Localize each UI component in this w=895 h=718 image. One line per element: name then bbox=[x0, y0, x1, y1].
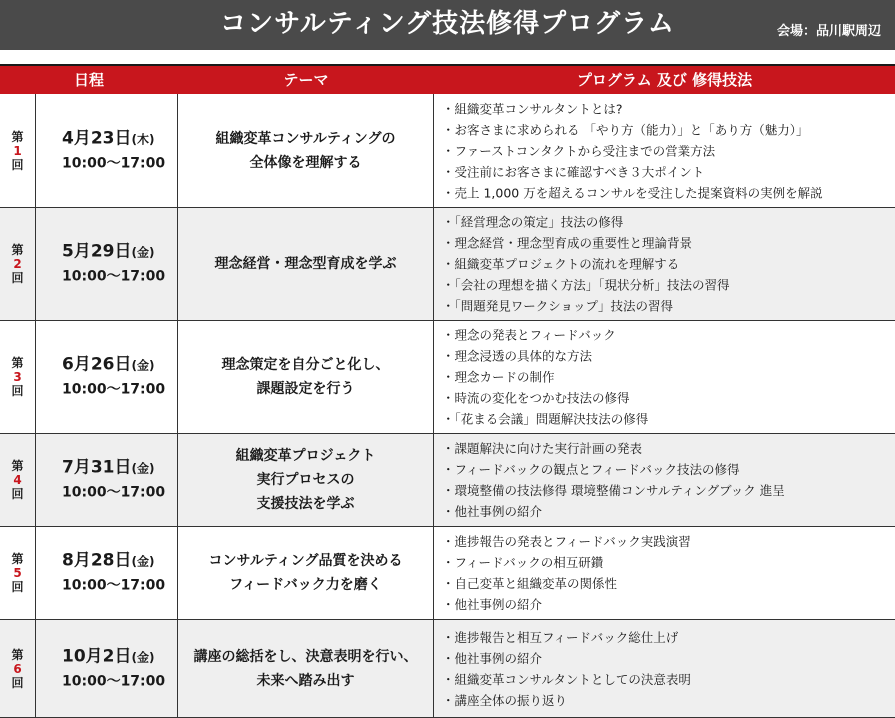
session-number bbox=[0, 459, 35, 501]
session-date-day: 8月28日 bbox=[62, 550, 132, 571]
table-row bbox=[0, 321, 895, 434]
session-number-char: 1 bbox=[13, 143, 22, 158]
session-theme-line: 組織変革コンサルティングの bbox=[215, 130, 396, 147]
session-date bbox=[62, 549, 165, 598]
session-number-char: 第 bbox=[11, 647, 24, 662]
session-date bbox=[62, 456, 165, 505]
program-list bbox=[442, 325, 891, 430]
program-list bbox=[442, 212, 891, 317]
session-theme-line: 講座の総括をし、決意表明を行い、 bbox=[193, 648, 418, 665]
session-number-char: 回 bbox=[11, 384, 24, 398]
session-number bbox=[0, 552, 35, 594]
session-theme bbox=[178, 252, 433, 276]
table-row bbox=[0, 620, 895, 718]
session-theme bbox=[178, 127, 433, 175]
program-list bbox=[442, 98, 891, 203]
session-time: 10:00〜17:00 bbox=[62, 673, 166, 689]
date-cell bbox=[36, 620, 178, 717]
table-row bbox=[0, 527, 895, 620]
session-number-char: 回 bbox=[11, 271, 24, 285]
session-weekday: (木) bbox=[131, 132, 155, 146]
program-list bbox=[442, 438, 891, 522]
session-number-char: 回 bbox=[11, 157, 24, 172]
program-item: ・ファーストコンタクトから受注までの営業方法 bbox=[442, 143, 716, 158]
session-number bbox=[0, 356, 35, 398]
program-cell bbox=[434, 208, 895, 320]
program-item: ・他社事例の紹介 bbox=[442, 650, 543, 666]
date-cell bbox=[36, 321, 178, 433]
session-time: 10:00〜17:00 bbox=[62, 577, 166, 594]
program-item: ・売上 1,000 万を超えるコンサルを受注した提案資料の実例を解説 bbox=[442, 185, 823, 200]
session-weekday: (金) bbox=[131, 245, 155, 260]
program-item: ・「会社の理想を描く方法」「現状分析」技法の習得 bbox=[442, 277, 730, 293]
session-time: 10:00〜17:00 bbox=[62, 381, 166, 398]
session-theme-line: 理念経営・理念型育成を学ぶ bbox=[214, 256, 397, 272]
session-number-char: 5 bbox=[13, 566, 22, 580]
session-number-char: 6 bbox=[13, 661, 22, 676]
session-theme bbox=[178, 353, 433, 401]
session-date-day: 6月26日 bbox=[62, 354, 132, 375]
table-row bbox=[0, 94, 895, 208]
session-number-char: 第 bbox=[11, 243, 24, 257]
theme-cell bbox=[178, 434, 434, 526]
session-time: 10:00〜17:00 bbox=[62, 155, 166, 171]
session-time: 10:00〜17:00 bbox=[62, 484, 166, 501]
session-date-day: 10月2日 bbox=[62, 646, 132, 666]
program-cell bbox=[434, 321, 895, 433]
program-item: ・フィードバックの観点とフィードバック技法の修得 bbox=[442, 462, 740, 477]
program-cell bbox=[434, 434, 895, 526]
theme-cell bbox=[178, 208, 434, 320]
program-item: ・組織変革コンサルタントとは? bbox=[442, 101, 623, 116]
program-item: ・環境整備の技法修得 環境整備コンサルティングブック 進呈 bbox=[442, 483, 785, 498]
program-item: ・フィードバックの相互研鑽 bbox=[442, 555, 604, 570]
theme-cell bbox=[178, 620, 434, 717]
venue-label: 会場：品川駅周辺 bbox=[776, 24, 881, 39]
program-item: ・課題解決に向けた実行計画の発表 bbox=[442, 441, 643, 456]
table-row bbox=[0, 208, 895, 321]
session-theme-line: 実行プロセスの bbox=[256, 472, 355, 488]
session-weekday: (金) bbox=[131, 650, 155, 664]
date-cell bbox=[36, 94, 178, 207]
date-cell bbox=[36, 208, 178, 320]
session-time: 10:00〜17:00 bbox=[62, 268, 166, 285]
date-cell bbox=[36, 434, 178, 526]
session-number-cell bbox=[0, 620, 36, 717]
session-number bbox=[0, 243, 35, 285]
session-theme-line: 全体像を理解する bbox=[249, 154, 362, 171]
session-number bbox=[0, 648, 35, 690]
session-number-cell bbox=[0, 94, 36, 207]
session-number-char: 回 bbox=[11, 675, 24, 690]
session-number-cell bbox=[0, 208, 36, 320]
program-cell bbox=[434, 620, 895, 717]
program-item: ・他社事例の紹介 bbox=[442, 504, 543, 519]
program-cell bbox=[434, 527, 895, 619]
session-theme-line: 組織変革プロジェクト bbox=[235, 448, 376, 464]
session-weekday: (金) bbox=[131, 554, 155, 569]
theme-cell bbox=[178, 94, 434, 207]
program-item: ・組織変革コンサルタントとしての決意表明 bbox=[442, 671, 691, 687]
program-item: ・理念経営・理念型育成の重要性と理論背景 bbox=[442, 235, 693, 251]
program-item: ・講座全体の振り返り bbox=[442, 692, 568, 708]
session-date-day: 5月29日 bbox=[62, 241, 132, 262]
program-item: ・受注前にお客さまに確認すべき３大ポイント bbox=[442, 164, 705, 179]
session-number-char: 回 bbox=[11, 487, 24, 501]
program-list bbox=[442, 627, 891, 711]
program-item: ・進捗報告と相互フィードバック総仕上げ bbox=[442, 629, 679, 645]
page-title: コンサルティング技法修得プログラム bbox=[220, 9, 675, 39]
date-cell bbox=[36, 527, 178, 619]
theme-cell bbox=[178, 321, 434, 433]
session-date bbox=[62, 240, 165, 289]
table-row bbox=[0, 434, 895, 527]
program-item: ・時流の変化をつかむ技法の修得 bbox=[442, 390, 630, 406]
session-date bbox=[62, 126, 165, 175]
session-number-char: 第 bbox=[11, 356, 24, 370]
session-date bbox=[62, 353, 165, 402]
session-number-cell bbox=[0, 527, 36, 619]
page-header bbox=[0, 0, 895, 50]
program-item: ・組織変革プロジェクトの流れを理解する bbox=[442, 256, 680, 272]
program-item: ・理念の発表とフィードバック bbox=[442, 327, 616, 343]
session-weekday: (金) bbox=[131, 461, 155, 476]
session-number-char: 第 bbox=[11, 459, 24, 473]
program-cell bbox=[434, 94, 895, 207]
session-number-char: 4 bbox=[13, 473, 22, 487]
session-theme-line: コンサルティング品質を決める bbox=[208, 553, 403, 569]
session-number-char: 第 bbox=[11, 552, 24, 566]
session-number-char: 回 bbox=[11, 580, 24, 594]
session-theme-line: 理念策定を自分ごと化し、 bbox=[221, 357, 390, 373]
program-item: ・他社事例の紹介 bbox=[442, 597, 543, 612]
session-date-day: 7月31日 bbox=[62, 457, 132, 478]
session-number-cell bbox=[0, 321, 36, 433]
theme-cell bbox=[178, 527, 434, 619]
session-weekday: (金) bbox=[131, 358, 155, 373]
session-theme bbox=[178, 645, 433, 693]
session-theme bbox=[178, 549, 433, 597]
program-item: ・自己変革と組織変革の関係性 bbox=[442, 576, 618, 591]
program-item: ・「経営理念の策定」技法の修得 bbox=[442, 214, 624, 230]
session-date bbox=[62, 644, 165, 693]
session-number bbox=[0, 130, 35, 172]
table-header bbox=[0, 64, 895, 94]
program-item: ・お客さまに求められる 「やり方（能力）」と「あり方（魅力）」 bbox=[442, 122, 809, 137]
program-item: ・進捗報告の発表とフィードバック実践演習 bbox=[442, 534, 691, 549]
session-number-char: 第 bbox=[11, 129, 24, 144]
session-theme-line: 課題設定を行う bbox=[256, 381, 355, 397]
program-item: ・「問題発見ワークショップ」技法の習得 bbox=[442, 298, 674, 314]
program-item: ・理念カードの制作 bbox=[442, 369, 555, 385]
session-theme-line: 支援技法を学ぶ bbox=[256, 496, 355, 512]
session-number-cell bbox=[0, 434, 36, 526]
session-theme-line: 未来へ踏み出す bbox=[256, 672, 355, 689]
session-date-day: 4月23日 bbox=[62, 128, 132, 148]
program-item: ・理念浸透の具体的な方法 bbox=[442, 348, 593, 364]
session-number-char: 2 bbox=[13, 257, 22, 271]
session-theme bbox=[178, 444, 433, 516]
column-header-program: プログラム 及び 修得技法 bbox=[576, 71, 753, 89]
program-item: ・「花まる会議」問題解決技法の修得 bbox=[442, 411, 649, 427]
session-number-char: 3 bbox=[13, 370, 22, 384]
column-header-date: 日程 bbox=[73, 71, 104, 89]
program-list bbox=[442, 531, 891, 615]
column-header-theme: テーマ bbox=[283, 71, 329, 89]
session-theme-line: フィードバック力を磨く bbox=[229, 577, 382, 593]
